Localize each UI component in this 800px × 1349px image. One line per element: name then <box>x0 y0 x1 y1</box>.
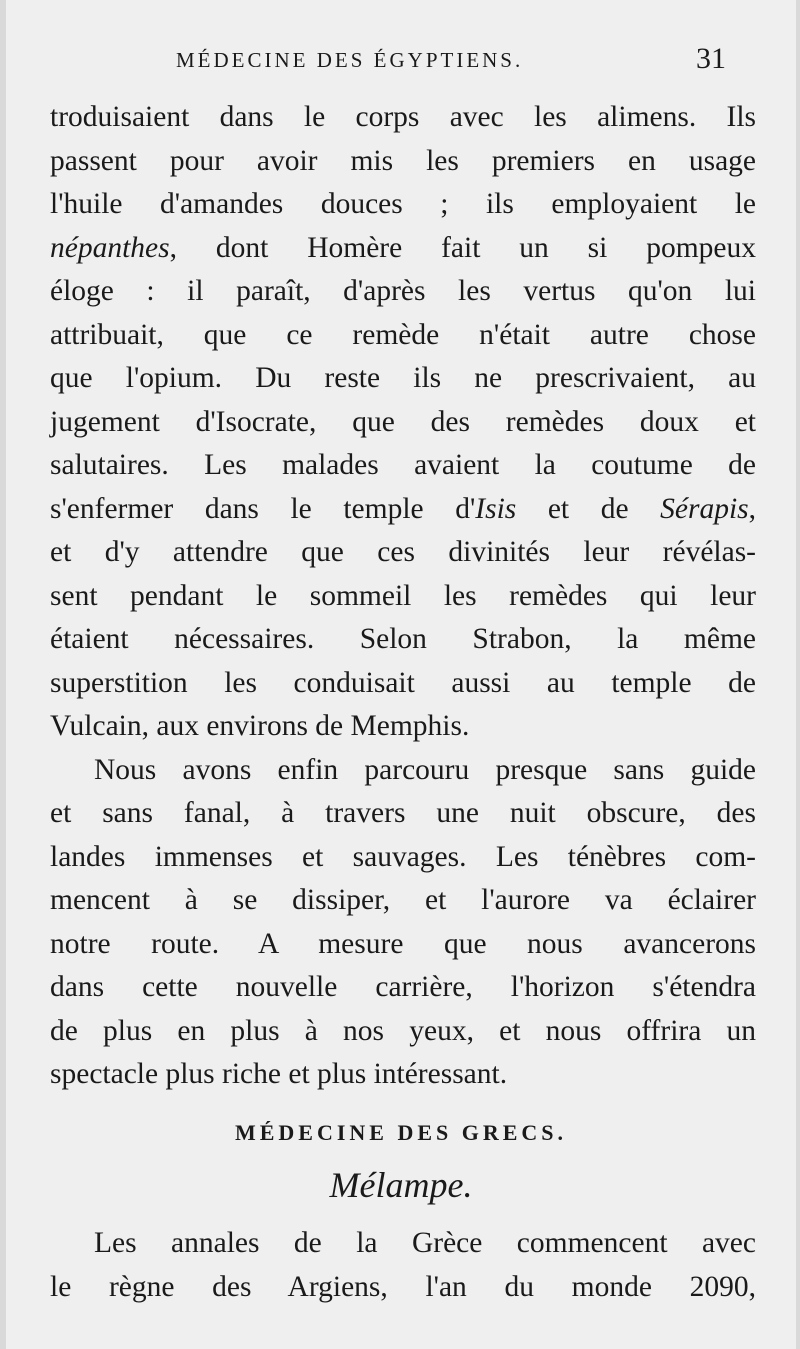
italic-term-serapis: Sérapis <box>660 492 749 525</box>
text-line: passent pour avoir mis les premiers en usage <box>50 144 756 177</box>
text-line: Nous avons enfin parcouru presque sans guide <box>94 753 756 786</box>
text-line: troduisaient dans le corps avec les alimens. Ils <box>50 101 756 133</box>
text-fragment: dont Homère fait un si pompeux <box>215 231 757 264</box>
text-fragment: , <box>748 492 756 525</box>
text-line: et d'y attendre que ces divinités leur révélas- <box>50 536 756 568</box>
text-line: Vulcain, aux environs de Memphis. <box>50 710 470 742</box>
page-number: 31 <box>696 42 726 75</box>
text-line: spectacle plus riche et plus intéressant. <box>50 1058 508 1090</box>
running-head: MÉDECINE DES ÉGYPTIENS. <box>176 48 524 72</box>
text-line: de plus en plus à nos yeux, et nous offrira un <box>50 1014 756 1047</box>
text-line: landes immenses et sauvages. Les ténèbres com- <box>50 840 756 873</box>
text-fragment: s'enfermer dans le temple d' <box>50 492 476 525</box>
page-header <box>6 44 796 84</box>
text-line: que l'opium. Du reste ils ne prescrivaient, au <box>50 362 756 394</box>
italic-term-isis: Isis <box>475 492 517 525</box>
section-text <box>50 1222 756 1309</box>
text-line: notre route. A mesure que nous avancerons <box>50 927 756 960</box>
text-line: étaient nécessaires. Selon Strabon, la même <box>50 623 756 655</box>
text-line: le règne des Argiens, l'an du monde 2090, <box>50 1270 756 1303</box>
text-line: superstition les conduisait aussi au temple de <box>50 666 756 699</box>
italic-term-nepenthes: népanthes <box>50 231 170 264</box>
text-line: Les annales de la Grèce commencent avec <box>94 1227 756 1259</box>
text-line: dans cette nouvelle carrière, l'horizon s'étendra <box>50 971 756 1003</box>
text-line: sent pendant le sommeil les remèdes qui leur <box>50 579 756 612</box>
text-line: et sans fanal, à travers une nuit obscure, des <box>50 797 756 829</box>
text-fragment: , <box>169 231 177 264</box>
text-line: éloge : il paraît, d'après les vertus qu'on lui <box>50 275 756 307</box>
text-line <box>50 227 756 271</box>
text-line: l'huile d'amandes douces ; ils employaient le <box>50 188 756 220</box>
text-line: salutaires. Les malades avaient la coutume de <box>50 449 756 481</box>
text-line: attribuait, que ce remède n'était autre chose <box>50 318 756 351</box>
text-line: mencent à se dissiper, et l'aurore va éclairer <box>50 884 756 916</box>
book-page <box>6 0 796 1349</box>
text-fragment: et de <box>516 492 661 525</box>
text-line: jugement d'Isocrate, que des remèdes doux et <box>50 405 756 438</box>
subsection-title: Mélampe. <box>329 1165 473 1205</box>
text-line <box>50 488 756 532</box>
main-text <box>50 96 756 1097</box>
section-title: MÉDECINE DES GRECS. <box>234 1120 568 1145</box>
